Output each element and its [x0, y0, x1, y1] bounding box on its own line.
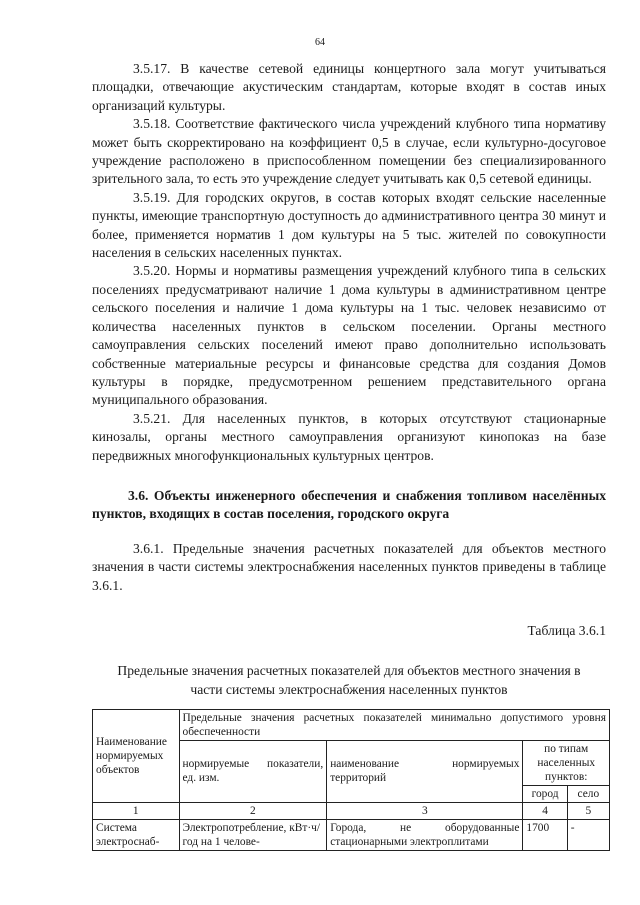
- row-city-value: 1700: [523, 819, 567, 850]
- column-number: 1: [93, 802, 180, 819]
- column-number: 4: [523, 802, 567, 819]
- header-village: село: [567, 785, 609, 802]
- section-heading-3-6: 3.6. Объекты инженерного обеспечения и снабжения топливом населённых пунктов, входящих в состав поселения, городского округа: [92, 487, 606, 521]
- header-territory: наименование нормируемых территорий: [327, 740, 523, 802]
- column-number: 5: [567, 802, 609, 819]
- document-body: [92, 60, 606, 851]
- paragraph-3-5-18: 3.5.18. Соответствие фактического числа учреждений клубного типа нормативу может быть скорректировано на коэффициент 0,5 в случае, если культурно-досуговое учреждение расположено в приспособленном помещении без специализированного зрительного зала, то есть это учреждение следует учитывать как 0,5 сетевой единицы.: [92, 116, 606, 187]
- row-indicator: Электропотребление, кВт·ч/год на 1 челове-: [179, 819, 327, 850]
- paragraph-3-5-20: 3.5.20. Нормы и нормативы размещения учреждений клубного типа в сельских поселениях предусматривают наличие 1 дома культуры в административном центре сельского поселения и наличие 1 дома культуры на 1 тыс. человек независимо от количества населенных пунктов в сельском поселении. Органы местного самоуправления сельских поселений имеют право дополнительно использовать собственные материальные ресурсы и финансовые средства для создания Домов культуры в порядке, предусмотренном решением представительного органа муниципального образования.: [92, 263, 606, 408]
- header-group: Предельные значения расчетных показателей минимально допустимого уровня обеспеченности: [179, 709, 610, 740]
- table-row: [93, 819, 610, 850]
- row-territory: Города, не оборудованные стационарными электроплитами: [327, 819, 523, 850]
- row-object-name: Система электроснаб-: [93, 819, 180, 850]
- row-village-value: -: [567, 819, 609, 850]
- table-header-row-1: [93, 709, 610, 740]
- paragraph-3-6-1: 3.6.1. Предельные значения расчетных показателей для объектов местного значения в части системы электроснабжения населенных пунктов приведены в таблице 3.6.1.: [92, 540, 606, 593]
- paragraph-3-5-21: 3.5.21. Для населенных пунктов, в которых отсутствуют стационарные кинозалы, органы местного самоуправления организуют кинопоказ на базе передвижных многофункциональных культурных центров.: [92, 410, 606, 463]
- table-title: Предельные значения расчетных показателей для объектов местного значения в части системы электроснабжения населенных пунктов: [117, 662, 581, 697]
- column-number: 3: [327, 802, 523, 819]
- column-number: 2: [179, 802, 327, 819]
- header-indicator: нормируемые показатели, ед. изм.: [179, 740, 327, 802]
- header-settlement-type: по типам населенных пунктов:: [523, 740, 610, 785]
- paragraph-3-5-19: 3.5.19. Для городских округов, в состав которых входят сельские населенные пункты, имеющие транспортную доступность до административного центра 30 минут и более, применяется норматив 1 дом культуры на 5 тыс. жителей по совокупности населения в сельских населенных пунктах.: [92, 189, 606, 261]
- table-label: Таблица 3.6.1: [527, 623, 606, 639]
- page-number: 64: [315, 37, 325, 48]
- header-city: город: [523, 785, 567, 802]
- table-number-row: [93, 802, 610, 819]
- paragraph-3-5-17: 3.5.17. В качестве сетевой единицы концертного зала могут учитываться площадки, отвечающие акустическим стандартам, которые входят в состав иных организаций культуры.: [92, 61, 606, 113]
- header-object-name: Наименование нормируемых объектов: [93, 709, 180, 802]
- indicators-table: [92, 709, 610, 851]
